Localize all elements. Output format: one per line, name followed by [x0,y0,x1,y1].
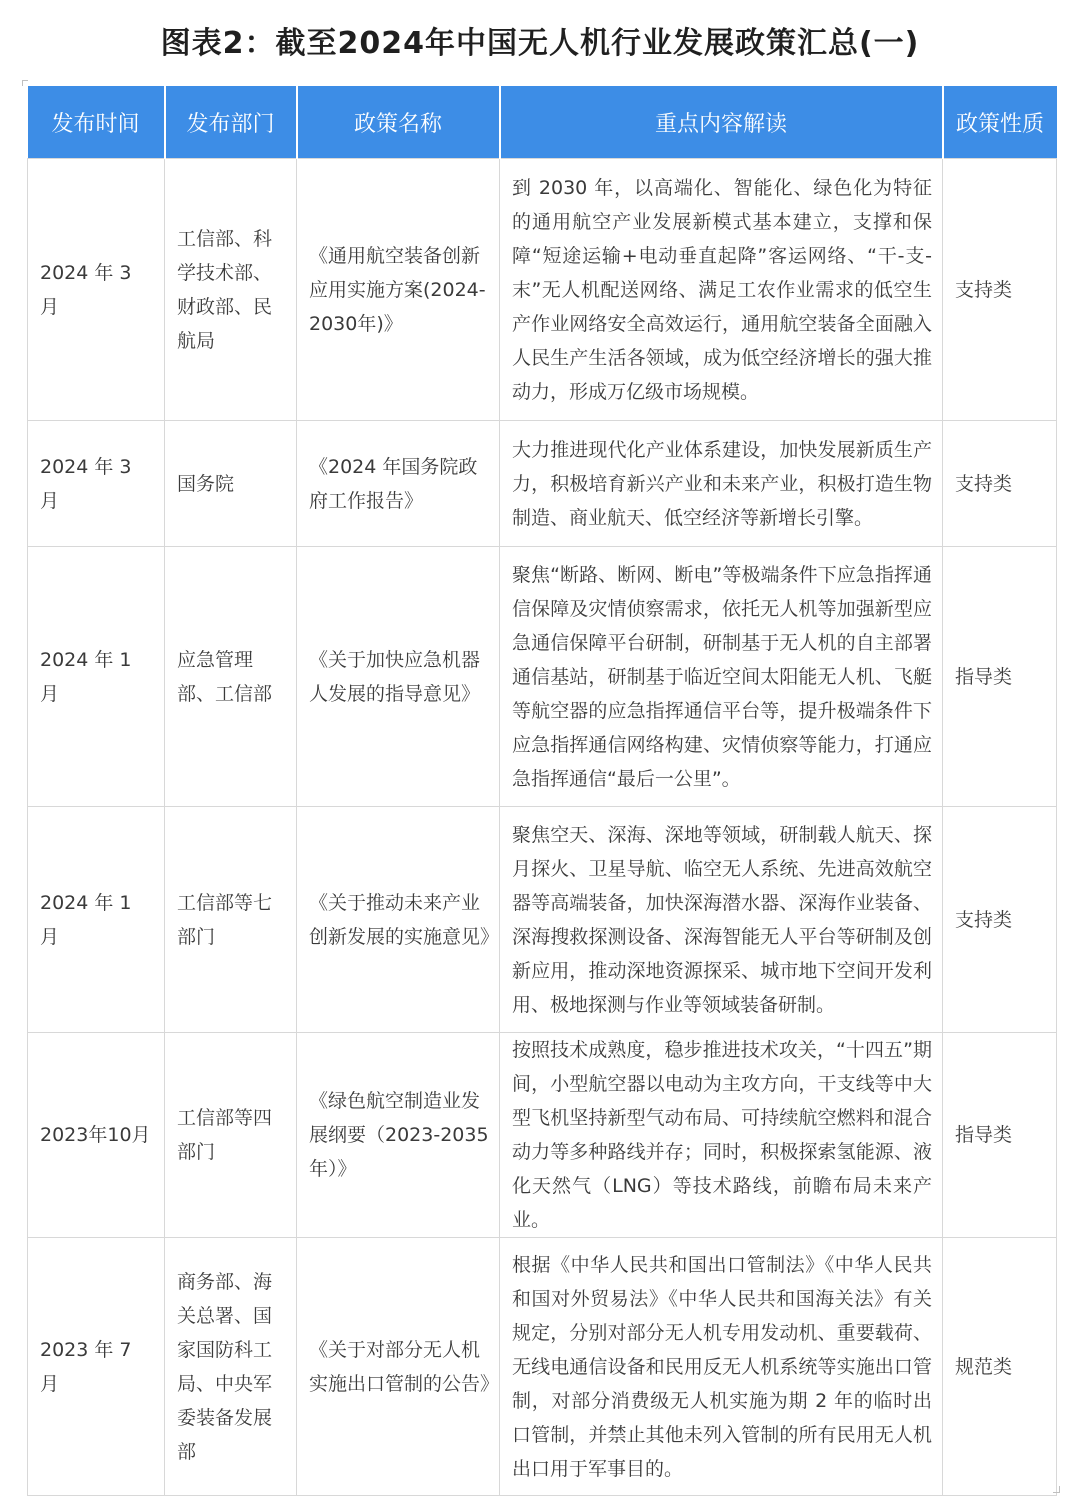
cell-dept: 工信部等四部门 [165,1033,297,1238]
cell-content: 聚焦“断路、断网、断电”等极端条件下应急指挥通信保障及灾情侦察需求，依托无人机等加强新型应急通信保障平台研制，研制基于无人机的自主部署通信基站，研制基于临近空间太阳能无人机、飞艇等航空器的应急指挥通信平台等，提升极端条件下应急指挥通信网络构建、灾情侦察等能力，打通应急指挥通信“最后一公里”。 [500,547,943,807]
cell-dept: 应急管理部、工信部 [165,547,297,807]
cell-type: 支持类 [943,421,1057,547]
cell-type: 规范类 [943,1238,1057,1496]
cell-content: 根据《中华人民共和国出口管制法》《中华人民共和国对外贸易法》《中华人民共和国海关法》有关规定，分别对部分无人机专用发动机、重要载荷、无线电通信设备和民用反无人机系统等实施出口管制，对部分消费级无人机实施为期 2 年的临时出口管制，并禁止其他未列入管制的所有民用无人机出口用于军事目的。 [500,1238,943,1496]
cell-content: 聚焦空天、深海、深地等领域，研制载人航天、探月探火、卫星导航、临空无人系统、先进高效航空器等高端装备，加快深海潜水器、深海作业装备、深海搜救探测设备、深海智能无人平台等研制及创新应用，推动深地资源探采、城市地下空间开发利用、极地探测与作业等领域装备研制。 [500,807,943,1033]
cell-date: 2024 年 3 月 [28,159,165,421]
cell-type: 支持类 [943,807,1057,1033]
header-content: 重点内容解读 [500,86,943,159]
corner-mark-bottom [1053,1486,1060,1493]
table-row [28,159,1057,421]
cell-dept: 商务部、海关总署、国家国防科工局、中央军委装备发展部 [165,1238,297,1496]
chart-title: 图表2：截至2024年中国无人机行业发展政策汇总(一) [160,26,920,61]
cell-policy-name: 《绿色航空制造业发展纲要（2023-2035年）》 [297,1033,500,1238]
header-date: 发布时间 [28,86,165,159]
cell-type: 支持类 [943,159,1057,421]
cell-content: 大力推进现代化产业体系建设，加快发展新质生产力，积极培育新兴产业和未来产业，积极打造生物制造、商业航天、低空经济等新增长引擎。 [500,421,943,547]
cell-type: 指导类 [943,1033,1057,1238]
table-row [28,807,1057,1033]
cell-date: 2023 年 7 月 [28,1238,165,1496]
cell-date: 2024 年 1 月 [28,547,165,807]
table-row [28,1238,1057,1496]
cell-policy-name: 《2024 年国务院政府工作报告》 [297,421,500,547]
table-row [28,547,1057,807]
cell-type: 指导类 [943,547,1057,807]
cell-policy-name: 《关于对部分无人机实施出口管制的公告》 [297,1238,500,1496]
cell-policy-name: 《关于推动未来产业创新发展的实施意见》 [297,807,500,1033]
header-policy-name: 政策名称 [297,86,500,159]
cell-content: 到 2030 年，以高端化、智能化、绿色化为特征的通用航空产业发展新模式基本建立，支撑和保障“短途运输+电动垂直起降”客运网络、“干-支-末”无人机配送网络、满足工农作业需求的低空生产作业网络安全高效运行，通用航空装备全面融入人民生产生活各领域，成为低空经济增长的强大推动力，形成万亿级市场规模。 [500,159,943,421]
table-row [28,421,1057,547]
cell-policy-name: 《关于加快应急机器人发展的指导意见》 [297,547,500,807]
cell-dept: 工信部、科学技术部、财政部、民航局 [165,159,297,421]
cell-policy-name: 《通用航空装备创新应用实施方案(2024-2030年)》 [297,159,500,421]
cell-dept: 工信部等七部门 [165,807,297,1033]
header-dept: 发布部门 [165,86,297,159]
cell-content: 按照技术成熟度，稳步推进技术攻关，“十四五”期间，小型航空器以电动为主攻方向，干支线等中大型飞机坚持新型气动布局、可持续航空燃料和混合动力等多种路线并存；同时，积极探索氢能源、液化天然气（LNG）等技术路线，前瞻布局未来产业。 [500,1033,943,1238]
cell-date: 2023年10月 [28,1033,165,1238]
cell-date: 2024 年 3 月 [28,421,165,547]
policy-table [27,86,1057,1496]
cell-dept: 国务院 [165,421,297,547]
table-header-row [28,86,1057,159]
cell-date: 2024 年 1 月 [28,807,165,1033]
table-row [28,1033,1057,1238]
header-type: 政策性质 [943,86,1057,159]
